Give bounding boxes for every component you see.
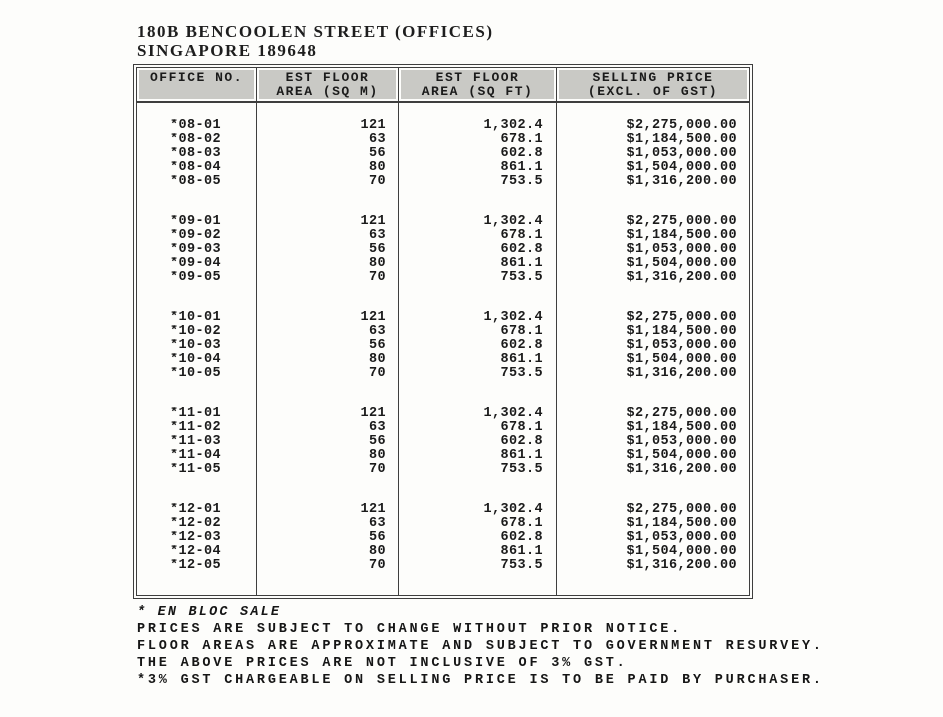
footnote-gst-paid-by-purchaser: *3% GST CHARGEABLE ON SELLING PRICE IS TO BE PAID BY PURCHASER. bbox=[137, 673, 824, 688]
spacer-cell bbox=[557, 573, 749, 595]
footnote-en-bloc-sale: * EN BLOC SALE bbox=[137, 605, 282, 620]
area-sqft-cell: 678.1 bbox=[399, 133, 557, 147]
spacer-cell bbox=[399, 573, 557, 595]
office-no-cell: *09-04 bbox=[137, 257, 257, 271]
office-no-cell: *12-04 bbox=[137, 545, 257, 559]
spacer-row bbox=[137, 285, 749, 311]
spacer-cell bbox=[257, 573, 399, 595]
area-sqm-cell: 56 bbox=[257, 435, 399, 449]
office-no-cell: *11-02 bbox=[137, 421, 257, 435]
area-sqft-cell: 753.5 bbox=[399, 367, 557, 381]
price-table-body bbox=[137, 103, 749, 595]
office-no-cell: *10-04 bbox=[137, 353, 257, 367]
area-sqm-cell: 56 bbox=[257, 243, 399, 257]
table-row bbox=[137, 559, 749, 573]
selling-price-cell: $1,504,000.00 bbox=[626, 545, 737, 559]
area-sqm-cell: 56 bbox=[257, 339, 399, 353]
spacer-cell bbox=[137, 189, 257, 215]
area-sqm-cell: 121 bbox=[257, 119, 399, 133]
table-row bbox=[137, 449, 749, 463]
area-sqft-cell: 602.8 bbox=[399, 339, 557, 353]
office-no-cell: *09-05 bbox=[137, 271, 257, 285]
spacer-cell bbox=[557, 477, 749, 503]
footnote-prices-exclude-gst: THE ABOVE PRICES ARE NOT INCLUSIVE OF 3% GST. bbox=[137, 656, 628, 671]
office-no-cell: *08-01 bbox=[137, 119, 257, 133]
office-no-cell: *11-03 bbox=[137, 435, 257, 449]
table-row bbox=[137, 271, 749, 285]
area-sqft-cell: 678.1 bbox=[399, 517, 557, 531]
spacer-cell bbox=[557, 103, 749, 119]
table-row bbox=[137, 463, 749, 477]
header-row bbox=[137, 68, 749, 103]
price-table-header bbox=[137, 68, 749, 103]
spacer-row bbox=[137, 103, 749, 119]
spacer-cell bbox=[399, 477, 557, 503]
office-no-cell: *10-01 bbox=[137, 311, 257, 325]
title-postal-code: SINGAPORE 189648 bbox=[137, 41, 318, 60]
area-sqft-cell: 1,302.4 bbox=[399, 311, 557, 325]
selling-price-cell: $2,275,000.00 bbox=[626, 311, 737, 325]
area-sqft-cell: 753.5 bbox=[399, 175, 557, 189]
spacer-cell bbox=[257, 103, 399, 119]
area-sqm-cell: 63 bbox=[257, 517, 399, 531]
selling-price-cell: $2,275,000.00 bbox=[626, 119, 737, 133]
area-sqft-cell: 678.1 bbox=[399, 325, 557, 339]
table-row bbox=[137, 311, 749, 325]
spacer-row bbox=[137, 477, 749, 503]
selling-price-cell: $1,184,500.00 bbox=[626, 229, 737, 243]
office-no-cell: *09-03 bbox=[137, 243, 257, 257]
table-row bbox=[137, 339, 749, 353]
area-sqft-cell: 753.5 bbox=[399, 559, 557, 573]
selling-price-cell: $1,184,500.00 bbox=[626, 325, 737, 339]
selling-price-cell: $1,184,500.00 bbox=[626, 517, 737, 531]
office-no-cell: *10-03 bbox=[137, 339, 257, 353]
spacer-row bbox=[137, 381, 749, 407]
table-row bbox=[137, 367, 749, 381]
office-no-cell: *10-02 bbox=[137, 325, 257, 339]
spacer-cell bbox=[399, 103, 557, 119]
page-title bbox=[137, 22, 494, 60]
office-no-cell: *11-05 bbox=[137, 463, 257, 477]
area-sqft-cell: 602.8 bbox=[399, 435, 557, 449]
area-sqm-cell: 63 bbox=[257, 325, 399, 339]
spacer-cell bbox=[257, 189, 399, 215]
spacer-cell bbox=[137, 285, 257, 311]
area-sqm-cell: 70 bbox=[257, 463, 399, 477]
selling-price-cell: $2,275,000.00 bbox=[626, 407, 737, 421]
area-sqft-cell: 861.1 bbox=[399, 161, 557, 175]
spacer-cell bbox=[557, 381, 749, 407]
area-sqm-cell: 63 bbox=[257, 421, 399, 435]
spacer-cell bbox=[257, 285, 399, 311]
table-row bbox=[137, 119, 749, 133]
area-sqft-cell: 753.5 bbox=[399, 463, 557, 477]
spacer-row bbox=[137, 189, 749, 215]
area-sqft-cell: 602.8 bbox=[399, 243, 557, 257]
spacer-cell bbox=[257, 477, 399, 503]
footnote-prices-subject-to-change: PRICES ARE SUBJECT TO CHANGE WITHOUT PRIOR NOTICE. bbox=[137, 622, 683, 637]
header-label: (EXCL. OF GST) bbox=[587, 84, 719, 99]
area-sqft-cell: 861.1 bbox=[399, 449, 557, 463]
table-row bbox=[137, 353, 749, 367]
table-row bbox=[137, 517, 749, 531]
area-sqm-cell: 80 bbox=[257, 545, 399, 559]
table-row bbox=[137, 503, 749, 517]
header-label: SELLING PRICE bbox=[592, 70, 714, 85]
area-sqft-cell: 1,302.4 bbox=[399, 215, 557, 229]
spacer-cell bbox=[137, 381, 257, 407]
column-header-selling-price bbox=[557, 68, 749, 103]
area-sqft-cell: 861.1 bbox=[399, 257, 557, 271]
price-table bbox=[133, 64, 753, 599]
area-sqft-cell: 1,302.4 bbox=[399, 119, 557, 133]
header-label: OFFICE NO. bbox=[149, 70, 243, 85]
office-no-cell: *10-05 bbox=[137, 367, 257, 381]
office-no-cell: *12-03 bbox=[137, 531, 257, 545]
area-sqft-cell: 678.1 bbox=[399, 229, 557, 243]
selling-price-cell: $1,504,000.00 bbox=[626, 161, 737, 175]
office-no-cell: *08-05 bbox=[137, 175, 257, 189]
office-no-cell: *11-01 bbox=[137, 407, 257, 421]
office-no-cell: *08-04 bbox=[137, 161, 257, 175]
office-no-cell: *08-03 bbox=[137, 147, 257, 161]
area-sqft-cell: 1,302.4 bbox=[399, 407, 557, 421]
header-label: EST FLOOR bbox=[435, 70, 520, 85]
area-sqm-cell: 70 bbox=[257, 175, 399, 189]
area-sqft-cell: 861.1 bbox=[399, 353, 557, 367]
title-street-address: 180B BENCOOLEN STREET (OFFICES) bbox=[137, 22, 494, 41]
area-sqm-cell: 70 bbox=[257, 271, 399, 285]
area-sqm-cell: 121 bbox=[257, 311, 399, 325]
table-row bbox=[137, 243, 749, 257]
table-row bbox=[137, 531, 749, 545]
selling-price-cell: $1,053,000.00 bbox=[626, 531, 737, 545]
table-row bbox=[137, 133, 749, 147]
spacer-cell bbox=[557, 189, 749, 215]
office-no-cell: *09-01 bbox=[137, 215, 257, 229]
area-sqm-cell: 63 bbox=[257, 133, 399, 147]
selling-price-cell: $1,184,500.00 bbox=[626, 421, 737, 435]
selling-price-cell: $1,316,200.00 bbox=[626, 367, 737, 381]
area-sqm-cell: 70 bbox=[257, 559, 399, 573]
table-row bbox=[137, 229, 749, 243]
header-label: AREA (SQ M) bbox=[276, 84, 379, 99]
spacer-cell bbox=[137, 573, 257, 595]
footnotes bbox=[137, 604, 824, 689]
area-sqm-cell: 121 bbox=[257, 215, 399, 229]
area-sqm-cell: 56 bbox=[257, 531, 399, 545]
table-row bbox=[137, 545, 749, 559]
column-header-office-no bbox=[137, 68, 257, 103]
selling-price-cell: $1,184,500.00 bbox=[626, 133, 737, 147]
area-sqft-cell: 861.1 bbox=[399, 545, 557, 559]
office-no-cell: *09-02 bbox=[137, 229, 257, 243]
spacer-cell bbox=[137, 103, 257, 119]
spacer-cell bbox=[257, 381, 399, 407]
spacer-cell bbox=[557, 285, 749, 311]
spacer-cell bbox=[399, 381, 557, 407]
spacer-cell bbox=[399, 285, 557, 311]
area-sqm-cell: 80 bbox=[257, 161, 399, 175]
table-row bbox=[137, 435, 749, 449]
selling-price-cell: $1,053,000.00 bbox=[626, 147, 737, 161]
selling-price-cell: $1,316,200.00 bbox=[626, 463, 737, 477]
office-no-cell: *12-05 bbox=[137, 559, 257, 573]
footnote-floor-areas-approximate: FLOOR AREAS ARE APPROXIMATE AND SUBJECT TO GOVERNMENT RESURVEY. bbox=[137, 639, 824, 654]
spacer-cell bbox=[137, 477, 257, 503]
selling-price-cell: $1,504,000.00 bbox=[626, 449, 737, 463]
area-sqft-cell: 753.5 bbox=[399, 271, 557, 285]
office-no-cell: *12-01 bbox=[137, 503, 257, 517]
column-header-area-sqm bbox=[257, 68, 399, 103]
area-sqm-cell: 121 bbox=[257, 503, 399, 517]
office-no-cell: *12-02 bbox=[137, 517, 257, 531]
area-sqft-cell: 1,302.4 bbox=[399, 503, 557, 517]
area-sqft-cell: 602.8 bbox=[399, 531, 557, 545]
selling-price-cell: $1,316,200.00 bbox=[626, 175, 737, 189]
selling-price-cell: $1,053,000.00 bbox=[626, 435, 737, 449]
area-sqft-cell: 602.8 bbox=[399, 147, 557, 161]
area-sqm-cell: 56 bbox=[257, 147, 399, 161]
selling-price-cell: $1,504,000.00 bbox=[626, 257, 737, 271]
table-row bbox=[137, 147, 749, 161]
area-sqm-cell: 63 bbox=[257, 229, 399, 243]
area-sqm-cell: 80 bbox=[257, 257, 399, 271]
header-label: EST FLOOR bbox=[285, 70, 370, 85]
spacer-cell bbox=[399, 189, 557, 215]
column-header-area-sqft bbox=[399, 68, 557, 103]
spacer-row bbox=[137, 573, 749, 595]
area-sqm-cell: 70 bbox=[257, 367, 399, 381]
selling-price-cell: $1,316,200.00 bbox=[626, 559, 737, 573]
area-sqm-cell: 80 bbox=[257, 449, 399, 463]
table-row bbox=[137, 161, 749, 175]
selling-price-cell: $1,053,000.00 bbox=[626, 339, 737, 353]
table-row bbox=[137, 257, 749, 271]
table-row bbox=[137, 325, 749, 339]
table-row bbox=[137, 407, 749, 421]
area-sqm-cell: 121 bbox=[257, 407, 399, 421]
table-row bbox=[137, 421, 749, 435]
office-no-cell: *11-04 bbox=[137, 449, 257, 463]
table-row bbox=[137, 215, 749, 229]
area-sqft-cell: 678.1 bbox=[399, 421, 557, 435]
table-row bbox=[137, 175, 749, 189]
area-sqm-cell: 80 bbox=[257, 353, 399, 367]
selling-price-cell: $1,053,000.00 bbox=[626, 243, 737, 257]
selling-price-cell: $1,504,000.00 bbox=[626, 353, 737, 367]
header-label: AREA (SQ FT) bbox=[421, 84, 534, 99]
selling-price-cell: $2,275,000.00 bbox=[626, 215, 737, 229]
selling-price-cell: $1,316,200.00 bbox=[626, 271, 737, 285]
selling-price-cell: $2,275,000.00 bbox=[626, 503, 737, 517]
office-no-cell: *08-02 bbox=[137, 133, 257, 147]
